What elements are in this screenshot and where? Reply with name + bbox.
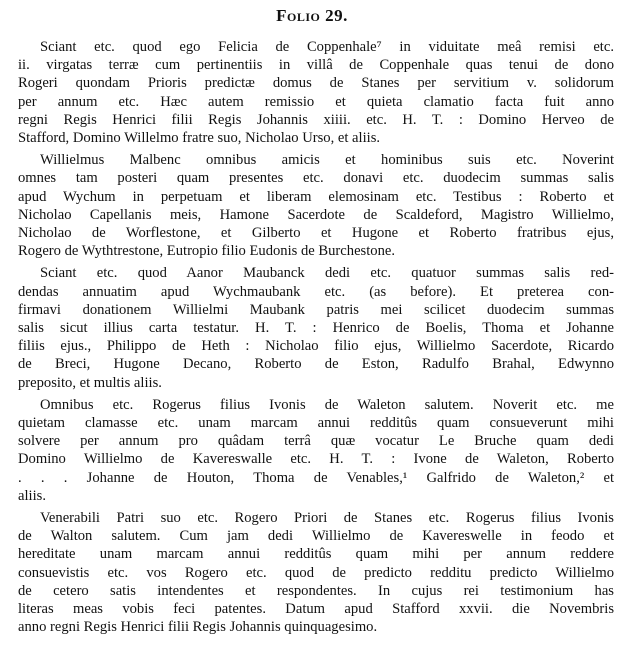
- paragraph-2-line-3: apud Wychum in perpetuam et liberam elemosinam etc. Testibus : Roberto et: [18, 188, 614, 205]
- paragraph-3-line-1: Sciant etc. quod Aanor Maubanck dedi etc. quatuor summas salis red-: [40, 265, 614, 282]
- paragraph-1-line-1: Sciant etc. quod ego Felicia de Coppenhale⁷ in viduitate meâ remisi etc.: [40, 39, 614, 55]
- paragraph-4-line-6: aliis.: [18, 487, 46, 504]
- paragraph-2-line-6: Rogero de Wythtrestone, Eutropio filio Eudonis de Burchestone.: [18, 243, 395, 260]
- paragraph-3-line-5: filiis ejus., Philippo de Heth : Nicholao filio ejus, Willielmo Sacerdote, Ricardo: [18, 338, 614, 355]
- paragraph-5-line-7: anno regni Regis Henrici filii Regis Johannis quinquagesimo.: [18, 619, 378, 636]
- paragraph-4-line-1: Omnibus etc. Rogerus filius Ivonis de Waleton salutem. Noverit etc. me: [40, 396, 614, 413]
- paragraph-4-line-3: solvere per annum pro quâdam terrâ quæ vocatur Le Bruche quam dedi: [18, 433, 614, 450]
- paragraph-3-line-6: de Breci, Hugone Decano, Roberto de Eston, Radulfo Brahal, Edwynno: [18, 356, 614, 373]
- paragraph-2-line-4: Nicholao Capellanis meis, Hamone Sacerdote de Scaldeford, Magistro Willielmo,: [18, 206, 614, 223]
- paragraph-1-line-4: per annum etc. Hæc autem remissio et quieta clamatio facta fuit anno: [18, 93, 614, 110]
- paragraph-1-line-5: regni Regis Henrici filii Regis Johannis xiiii. etc. H. T. : Domino Herveo de: [18, 111, 614, 128]
- paragraph-5-line-5: de cetero satis intendentes et respondentes. In cujus rei testimonium has: [18, 582, 614, 599]
- paragraph-3-line-2: dendas annuatim apud Wychmaubank etc. (as before). Et preterea con-: [18, 283, 614, 300]
- paragraph-2-line-5: Nicholao de Worflestone, et Gilberto et Hugone et Roberto fratribus ejus,: [18, 225, 614, 241]
- paragraph-4-line-4: Domino Willielmo de Kavereswalle etc. H. T. : Ivone de Waleton, Roberto: [18, 451, 614, 468]
- paragraph-5-line-3: hereditate unam marcam annui redditûs quam mihi per annum reddere: [18, 546, 614, 563]
- paragraph-5-line-2: de Walton salutem. Cum jam dedi Willielmo de Kavereswelle in feodo et: [18, 528, 614, 545]
- paragraph-4-line-2: quietam clamasse etc. unam marcam annui redditûs quam consueverunt mihi: [18, 415, 614, 431]
- paragraph-3-line-3: firmavi donationem Willielmi Maubank patris mei scilicet duodecim summas: [18, 301, 614, 318]
- paragraph-4-line-5: . . . Johanne de Houton, Thoma de Venables,¹ Galfrido de Waleton,² et: [18, 469, 614, 486]
- folio-heading: Folio 29.: [276, 6, 348, 25]
- paragraph-5-line-4: consuevistis etc. vos Rogero etc. quod de predicto redditu predicto Willielmo: [18, 564, 614, 581]
- paragraph-3-line-7: preposito, et multis aliis.: [18, 374, 162, 391]
- paragraph-3-line-4: salis sicut illius carta testatur. H. T. : Henrico de Boelis, Thoma et Johanne: [18, 320, 614, 336]
- paragraph-1-line-3: Rogeri quondam Prioris predictæ domus de Stanes per servitium v. solidorum: [18, 75, 614, 92]
- paragraph-5-line-6: literas meas vobis feci patentes. Datum apud Stafford xxvii. die Novembris: [18, 601, 614, 617]
- paragraph-2-line-2: omnes tam posteri quam presentes etc. donavi etc. duodecim summas salis: [18, 170, 614, 187]
- paragraph-1-line-6: Stafford, Domino Willelmo fratre suo, Nicholao Urso, et aliis.: [18, 130, 381, 146]
- paragraph-2-line-1: Willielmus Malbenc omnibus amicis et hominibus suis etc. Noverint: [40, 152, 614, 169]
- paragraph-5-line-1: Venerabili Patri suo etc. Rogero Priori de Stanes etc. Rogerus filius Ivonis: [40, 510, 614, 526]
- paragraph-1-line-2: ii. virgatas terræ cum pertinentiis in villâ de Coppenhale quas tenui de dono: [18, 57, 614, 74]
